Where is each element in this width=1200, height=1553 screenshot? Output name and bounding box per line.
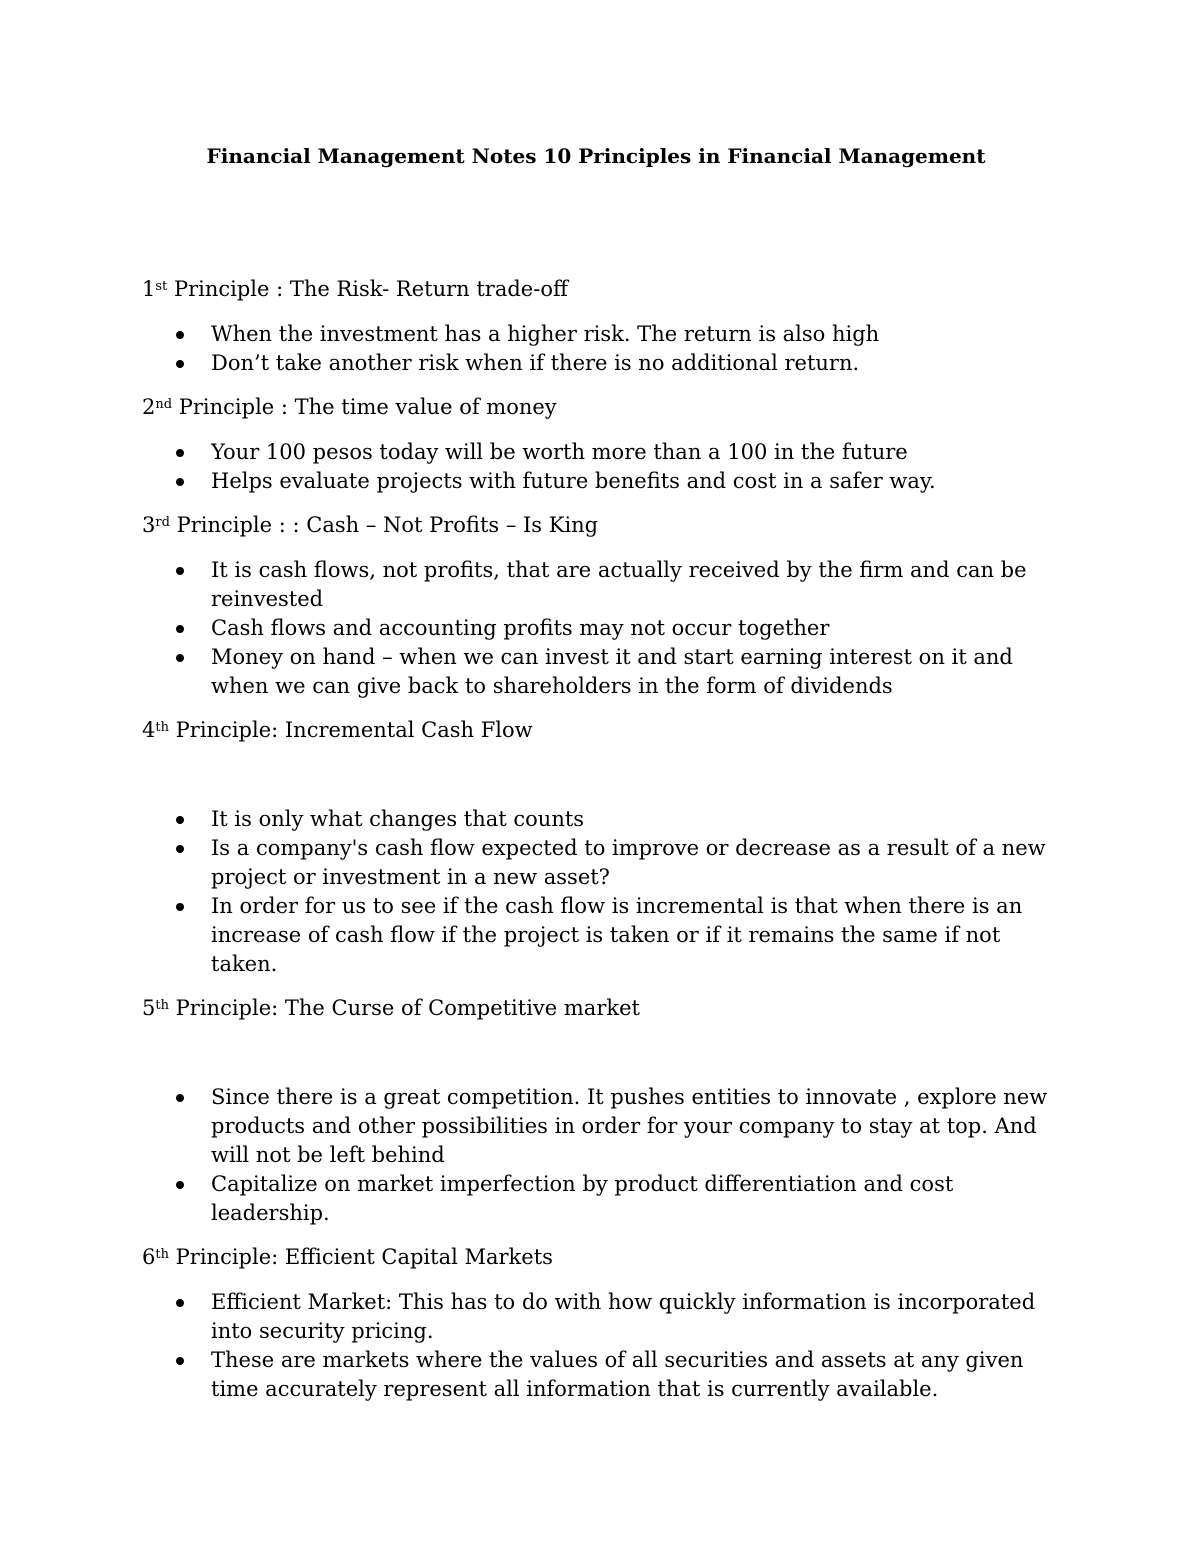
ordinal-suffix: th — [155, 998, 169, 1013]
principle-title: Principle: Efficient Capital Markets — [168, 1245, 553, 1269]
principle-number: 5 — [142, 996, 156, 1020]
list-item: These are markets where the values of all securities and assets at any given time accurately represent all information that is currently available. — [142, 1346, 1050, 1404]
list-item: Since there is a great competition. It pushes entities to innovate , explore new products and other possibilities in order for your company to stay at top. And will not be left behind — [142, 1083, 1050, 1170]
list-item: Efficient Market: This has to do with how quickly information is incorporated into security pricing. — [142, 1288, 1050, 1346]
bullet-list-1 — [142, 320, 1050, 378]
principle-title: Principle : The time value of money — [172, 395, 557, 419]
bullet-list-4 — [142, 805, 1050, 979]
list-item: When the investment has a higher risk. The return is also high — [142, 320, 1050, 349]
list-item: Your 100 pesos today will be worth more than a 100 in the future — [142, 438, 1050, 467]
bullet-list-3 — [142, 556, 1050, 701]
principle-number: 6 — [142, 1245, 156, 1269]
section-heading-3 — [142, 510, 1050, 540]
principle-title: Principle: Incremental Cash Flow — [168, 718, 533, 742]
list-item: Money on hand – when we can invest it and start earning interest on it and when we can give back to shareholders in the form of dividends — [142, 643, 1050, 701]
bullet-list-6 — [142, 1288, 1050, 1404]
section-heading-6 — [142, 1242, 1050, 1272]
section-heading-2 — [142, 392, 1050, 422]
list-item: Cash flows and accounting profits may not occur together — [142, 614, 1050, 643]
ordinal-suffix: th — [155, 720, 169, 735]
principle-title: Principle : : Cash – Not Profits – Is King — [169, 513, 599, 537]
ordinal-suffix: nd — [155, 397, 173, 412]
list-item: It is cash flows, not profits, that are actually received by the firm and can be reinvested — [142, 556, 1050, 614]
list-item: It is only what changes that counts — [142, 805, 1050, 834]
section-heading-1 — [142, 274, 1050, 304]
list-item: Helps evaluate projects with future benefits and cost in a safer way. — [142, 467, 1050, 496]
ordinal-suffix: th — [155, 1247, 169, 1262]
list-item: In order for us to see if the cash flow is incremental is that when there is an increase of cash flow if the project is taken or if it remains the same if not taken. — [142, 892, 1050, 979]
principle-number: 3 — [142, 513, 156, 537]
section-heading-5 — [142, 993, 1050, 1023]
principle-number: 2 — [142, 395, 156, 419]
list-item: Capitalize on market imperfection by product differentiation and cost leadership. — [142, 1170, 1050, 1228]
list-item: Is a company's cash flow expected to improve or decrease as a result of a new project or investment in a new asset? — [142, 834, 1050, 892]
principle-number: 4 — [142, 718, 156, 742]
bullet-list-2 — [142, 438, 1050, 496]
ordinal-suffix: rd — [155, 515, 170, 530]
principle-title: Principle: The Curse of Competitive market — [168, 996, 640, 1020]
document-title: Financial Management Notes 10 Principles in Financial Management — [206, 144, 986, 168]
section-heading-4 — [142, 715, 1050, 745]
ordinal-suffix: st — [155, 279, 168, 294]
list-item: Don’t take another risk when if there is no additional return. — [142, 349, 1050, 378]
principle-title: Principle : The Risk- Return trade-off — [167, 277, 568, 301]
bullet-list-5 — [142, 1083, 1050, 1228]
principle-number: 1 — [142, 277, 156, 301]
